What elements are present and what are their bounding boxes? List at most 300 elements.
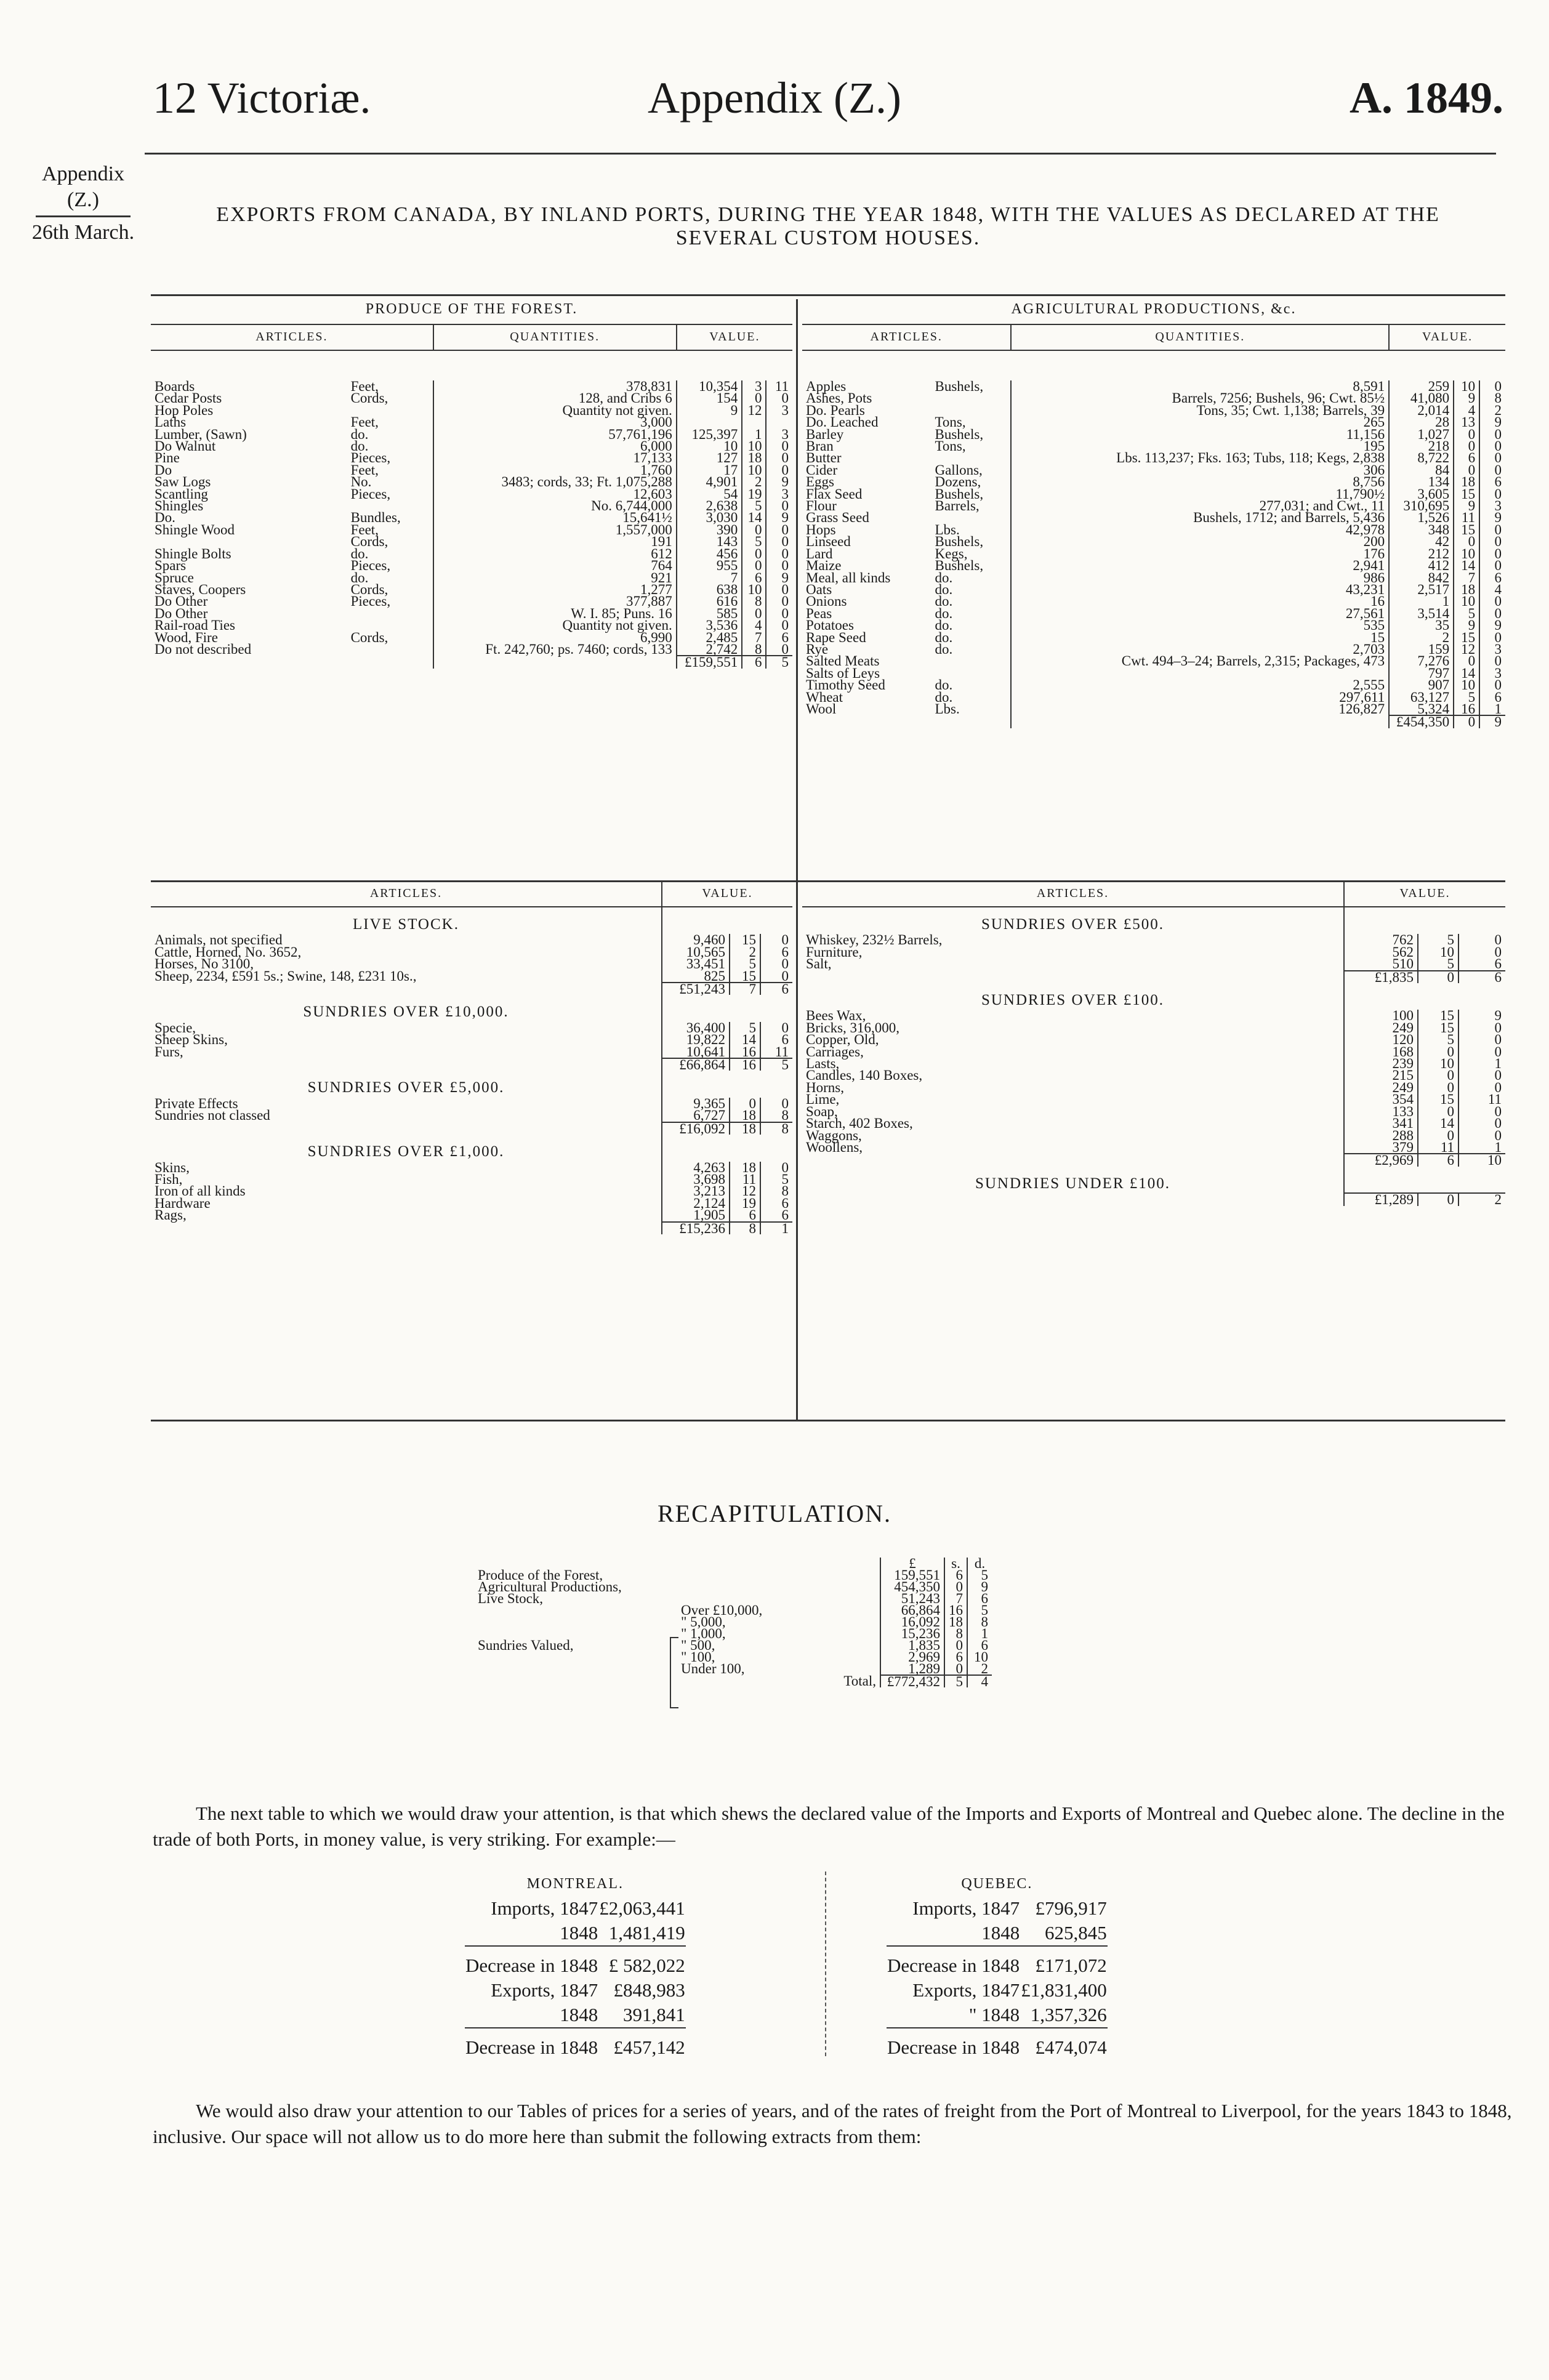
recap-row xyxy=(474,1663,992,1675)
montreal-exports-1847: £848,983 xyxy=(613,1979,685,2001)
montreal-import-decrease-label: Decrease in 1848 xyxy=(465,1955,598,1976)
value-shillings: 19 xyxy=(730,1197,760,1209)
value-shillings: 3 xyxy=(742,380,766,392)
recap-pence: 5 xyxy=(967,1604,992,1616)
quantity: 43,231 xyxy=(1011,584,1389,595)
article-name: Soap, xyxy=(806,1103,838,1119)
table-row xyxy=(802,958,1505,970)
value-shillings: 0 xyxy=(1418,1069,1458,1081)
article-name: Sheep Skins, xyxy=(155,1032,228,1048)
value-pence: 0 xyxy=(1479,679,1505,691)
value-shillings: 14 xyxy=(1454,667,1479,679)
value-shillings: 0 xyxy=(742,524,766,536)
quantity: 128, and Cribs 6 xyxy=(433,392,677,404)
unit: do. xyxy=(350,438,369,454)
forest-col-articles: ARTICLES. xyxy=(151,324,433,350)
quebec-exports-1847: £1,831,400 xyxy=(1021,1979,1107,2001)
value-pence: 0 xyxy=(1458,1130,1505,1141)
quantity: Lbs. 113,237; Fks. 163; Tubs, 118; Kegs, 2,838 xyxy=(1011,452,1389,464)
article-name: Rape Seed xyxy=(806,629,866,645)
lower-left-col-value: VALUE. xyxy=(662,882,792,907)
value-pence: 1 xyxy=(1479,703,1505,715)
lower-left-table xyxy=(151,882,792,1234)
lower-left-col-articles: ARTICLES. xyxy=(151,882,662,907)
value-pence: 0 xyxy=(1458,946,1505,958)
article-name: Butter xyxy=(806,450,842,466)
montreal-imports-1847-label: Imports, 1847 xyxy=(491,1897,598,1919)
value-pence: 6 xyxy=(1458,958,1505,970)
value-shillings: 15 xyxy=(1454,488,1479,500)
value-pounds: 7,276 xyxy=(1389,655,1454,667)
value-shillings xyxy=(742,416,766,428)
value-pence: 6 xyxy=(1479,691,1505,703)
value-pence: 0 xyxy=(1458,1034,1505,1045)
value-pence: 0 xyxy=(1479,608,1505,619)
value-pounds: 842 xyxy=(1389,572,1454,584)
table-row xyxy=(802,464,1505,476)
quantity: 378,831 xyxy=(433,380,677,392)
total-shillings: 18 xyxy=(730,1122,760,1135)
article-name: Do Other xyxy=(155,605,208,621)
value-pounds: 616 xyxy=(677,595,742,607)
value-shillings: 1 xyxy=(742,428,766,440)
recap-pence: 5 xyxy=(967,1569,992,1581)
unit: Cords, xyxy=(350,629,388,645)
value-pence: 11 xyxy=(760,1046,792,1058)
article-name: Rags, xyxy=(155,1207,187,1223)
article-name: Iron of all kinds xyxy=(155,1183,246,1199)
value-pence: 0 xyxy=(1479,536,1505,547)
table-row xyxy=(802,428,1505,440)
article-name: Do. Pearls xyxy=(806,402,865,418)
quantity: 8,756 xyxy=(1011,476,1389,488)
article-name: Boards xyxy=(155,379,195,394)
recap-total-pounds: £772,432 xyxy=(880,1675,944,1687)
value-shillings: 14 xyxy=(1418,1117,1458,1129)
unit: Kegs, xyxy=(935,545,968,561)
unit: Pieces, xyxy=(350,558,391,574)
group-title: SUNDRIES OVER £10,000. xyxy=(303,1003,509,1021)
value-shillings: 10 xyxy=(742,440,766,452)
quantity: 200 xyxy=(1011,536,1389,547)
total-pounds: £1,835 xyxy=(1344,971,1418,983)
article-name: Bricks, 316,000, xyxy=(806,1019,900,1035)
article-name: Waggons, xyxy=(806,1127,862,1143)
table-row xyxy=(802,584,1505,595)
table-row xyxy=(151,1109,792,1122)
value-pence: 0 xyxy=(1479,464,1505,476)
value-pence: 0 xyxy=(1479,380,1505,392)
table-row xyxy=(151,380,792,392)
table-row xyxy=(802,560,1505,571)
recap-shillings: 0 xyxy=(944,1663,967,1675)
value-shillings: 15 xyxy=(1418,1010,1458,1021)
value-pounds: 3,213 xyxy=(662,1185,730,1197)
value-pounds: 2,014 xyxy=(1389,404,1454,416)
quantity: 15 xyxy=(1011,632,1389,643)
value-pounds: 10,565 xyxy=(662,946,730,958)
article-name: Wool xyxy=(806,701,837,717)
recap-pounds: 66,864 xyxy=(880,1604,944,1616)
table-row xyxy=(802,380,1505,392)
recap-shillings: 16 xyxy=(944,1604,967,1616)
recap-shillings: 0 xyxy=(944,1581,967,1593)
article-name: Rail-road Ties xyxy=(155,617,235,633)
total-pence: 2 xyxy=(1458,1193,1505,1205)
value-shillings: 9 xyxy=(1454,619,1479,631)
value-shillings: 6 xyxy=(1454,452,1479,464)
value-pounds: 35 xyxy=(1389,619,1454,631)
unit: No. xyxy=(350,474,372,490)
recap-col-shillings: s. xyxy=(944,1558,967,1569)
value-pence: 6 xyxy=(760,946,792,958)
unit: Feet, xyxy=(350,414,379,430)
recap-pounds: 51,243 xyxy=(880,1593,944,1604)
value-pounds: 4,901 xyxy=(677,476,742,488)
quantity: 2,703 xyxy=(1011,643,1389,655)
value-pounds: 390 xyxy=(677,524,742,536)
quantity: 8,591 xyxy=(1011,380,1389,392)
value-pence: 6 xyxy=(760,1209,792,1221)
value-pounds: 1,027 xyxy=(1389,428,1454,440)
article-name: Ashes, Pots xyxy=(806,390,872,406)
value-pence: 0 xyxy=(766,584,792,595)
quebec-heading: QUEBEC. xyxy=(961,1876,1033,1892)
unit: Lbs. xyxy=(935,521,960,537)
value-pence: 0 xyxy=(1479,488,1505,500)
value-pounds: 310,695 xyxy=(1389,500,1454,512)
article-name: Rye xyxy=(806,641,829,657)
quantity: 12,603 xyxy=(433,488,677,500)
value-pence: 9 xyxy=(1479,512,1505,523)
quantity: 11,790½ xyxy=(1011,488,1389,500)
table-row xyxy=(151,512,792,523)
recap-total-label: Total, xyxy=(843,1673,876,1689)
unit xyxy=(347,608,433,619)
value-pounds: 249 xyxy=(1344,1022,1418,1034)
recap-sublabel: " 500, xyxy=(681,1638,715,1653)
quantity: 11,156 xyxy=(1011,428,1389,440)
value-pounds: 215 xyxy=(1344,1069,1418,1081)
table-row xyxy=(802,655,1505,667)
quantity: Bushels, 1712; and Barrels, 5,436 xyxy=(1011,512,1389,523)
unit: Bushels, xyxy=(935,558,984,574)
quebec-import-decrease: £171,072 xyxy=(1035,1955,1107,1976)
table-row xyxy=(151,608,792,619)
article-name: Specie, xyxy=(155,1019,196,1035)
value-shillings: 10 xyxy=(1454,380,1479,392)
table-row xyxy=(151,440,792,452)
paragraph-freight: We would also draw your attention to our Tables of prices for a series of years, and of the rates of freight from the Port of Montreal to Liverpool, for the years 1843 to 1848, inclusive. Our space will not allow us to do more here than submit the following extracts from them: xyxy=(153,2100,1512,2147)
article-name: Wheat xyxy=(806,689,843,705)
value-shillings: 15 xyxy=(730,970,760,983)
value-pounds: 154 xyxy=(677,392,742,404)
total-pounds: £1,289 xyxy=(1344,1193,1418,1205)
side-note xyxy=(25,161,142,246)
value-shillings: 0 xyxy=(742,560,766,571)
quantity: 57,761,196 xyxy=(433,428,677,440)
article-name: Wood, Fire xyxy=(155,629,218,645)
unit: do. xyxy=(350,569,369,585)
unit: do. xyxy=(935,569,953,585)
total-pounds: £15,236 xyxy=(662,1222,730,1234)
quantity xyxy=(1011,667,1389,679)
quebec-comparison xyxy=(887,1871,1108,2060)
value-pounds: 638 xyxy=(677,584,742,595)
article-name: Scantling xyxy=(155,486,208,502)
article-name: Laths xyxy=(155,414,187,430)
value-pence: 0 xyxy=(1458,934,1505,946)
unit: do. xyxy=(935,677,953,693)
lower-right-table xyxy=(802,882,1505,1206)
recap-pounds: 1,835 xyxy=(880,1639,944,1651)
value-pounds: 218 xyxy=(1389,440,1454,452)
side-note-brace xyxy=(36,215,131,217)
value-shillings: 18 xyxy=(1454,476,1479,488)
value-pounds: 54 xyxy=(677,488,742,500)
value-shillings: 0 xyxy=(1418,1106,1458,1117)
value-shillings: 5 xyxy=(730,1022,760,1034)
unit: Bushels, xyxy=(935,379,984,394)
recap-label: Sundries Valued, xyxy=(478,1638,574,1653)
article-name: Starch, 402 Boxes, xyxy=(806,1116,913,1132)
article-name: Whiskey, 232½ Barrels, xyxy=(806,932,943,948)
value-pence: 8 xyxy=(760,1109,792,1122)
value-pounds: 2,517 xyxy=(1389,584,1454,595)
value-shillings: 0 xyxy=(1418,1046,1458,1058)
agri-table xyxy=(802,295,1505,728)
article-name: Animals, not specified xyxy=(155,932,283,948)
recap-label: Live Stock, xyxy=(478,1591,544,1606)
unit: do. xyxy=(935,581,953,597)
table-row xyxy=(802,476,1505,488)
table-title-line2: SEVERAL CUSTOM HOUSES. xyxy=(675,227,981,249)
quantity: 306 xyxy=(1011,464,1389,476)
side-note-z: (Z.) xyxy=(67,188,99,211)
value-pounds: 3,698 xyxy=(662,1173,730,1185)
value-pounds: 3,536 xyxy=(677,619,742,631)
header-session: 12 Victoriæ. xyxy=(153,73,371,123)
total-shillings: 7 xyxy=(730,983,760,995)
table-row xyxy=(802,404,1505,416)
article-name: Salt, xyxy=(806,956,832,972)
article-name: Pine xyxy=(155,450,180,466)
value-shillings: 0 xyxy=(742,548,766,560)
value-pounds: 134 xyxy=(1389,476,1454,488)
value-shillings: 11 xyxy=(1418,1141,1458,1154)
article-name: Sheep, 2234, £591 5s.; Swine, 148, £231 10s., xyxy=(155,968,417,984)
table-row xyxy=(151,1046,792,1058)
quantity: 535 xyxy=(1011,619,1389,631)
article-name: Horns, xyxy=(806,1079,844,1095)
recap-shillings: 6 xyxy=(944,1569,967,1581)
value-pounds: 133 xyxy=(1344,1106,1418,1117)
montreal-imports-1847: £2,063,441 xyxy=(599,1897,685,1919)
value-pence: 9 xyxy=(1479,416,1505,428)
value-pence: 1 xyxy=(1458,1058,1505,1069)
table-row xyxy=(802,512,1505,523)
value-pence: 11 xyxy=(1458,1093,1505,1105)
value-pence: 0 xyxy=(1479,440,1505,452)
value-shillings: 11 xyxy=(1454,512,1479,523)
value-shillings: 16 xyxy=(1454,703,1479,715)
value-pounds: 9,365 xyxy=(662,1098,730,1109)
value-pence: 0 xyxy=(766,452,792,464)
value-shillings: 5 xyxy=(1418,934,1458,946)
article-name: Do xyxy=(155,462,172,478)
value-pence: 0 xyxy=(766,595,792,607)
value-pounds: 288 xyxy=(1344,1130,1418,1141)
recap-shillings: 6 xyxy=(944,1651,967,1663)
group-title: SUNDRIES UNDER £100. xyxy=(975,1175,1171,1192)
table-row xyxy=(151,560,792,571)
total-pounds: £51,243 xyxy=(662,983,730,995)
value-pence: 0 xyxy=(1479,452,1505,464)
article-name: Woollens, xyxy=(806,1139,863,1155)
article-name: Private Effects xyxy=(155,1095,238,1111)
value-shillings: 6 xyxy=(730,1209,760,1221)
article-name: Maize xyxy=(806,558,842,574)
article-name: Do. xyxy=(155,510,175,526)
value-shillings: 0 xyxy=(730,1098,760,1109)
value-pence: 0 xyxy=(760,1162,792,1173)
article-name: Apples xyxy=(806,379,847,394)
montreal-export-decrease-label: Decrease in 1848 xyxy=(465,2036,598,2058)
value-pounds: 159 xyxy=(1389,643,1454,655)
quantity: 764 xyxy=(433,560,677,571)
group-total-row xyxy=(151,1058,792,1071)
quantity: 986 xyxy=(1011,572,1389,584)
unit: do. xyxy=(350,426,369,442)
value-pounds: 3,514 xyxy=(1389,608,1454,619)
value-pence: 0 xyxy=(766,392,792,404)
recap-sublabel: Under 100, xyxy=(681,1661,745,1676)
table-row xyxy=(802,632,1505,643)
unit: Bushels, xyxy=(935,426,984,442)
value-pounds: 42 xyxy=(1389,536,1454,547)
group-title: SUNDRIES OVER £1,000. xyxy=(307,1143,505,1160)
group-title: SUNDRIES OVER £100. xyxy=(981,992,1165,1009)
article-name: Hop Poles xyxy=(155,402,214,418)
recap-sublabel: Over £10,000, xyxy=(681,1602,763,1618)
recap-shillings: 18 xyxy=(944,1616,967,1628)
value-shillings: 0 xyxy=(1454,464,1479,476)
value-pence: 9 xyxy=(766,512,792,523)
unit: Bushels, xyxy=(935,534,984,550)
article-name: Lard xyxy=(806,545,833,561)
quantity: 277,031; and Cwt., 11 xyxy=(1011,500,1389,512)
forest-col-quantities: QUANTITIES. xyxy=(433,324,677,350)
value-shillings: 16 xyxy=(730,1046,760,1058)
unit: do. xyxy=(935,641,953,657)
article-name: Cider xyxy=(806,462,838,478)
quantity: 1,760 xyxy=(433,464,677,476)
value-shillings: 0 xyxy=(1454,440,1479,452)
unit: do. xyxy=(935,629,953,645)
value-pence: 0 xyxy=(766,608,792,619)
montreal-heading: MONTREAL. xyxy=(526,1876,624,1892)
unit xyxy=(931,392,1011,404)
value-pounds: 412 xyxy=(1389,560,1454,571)
table-row xyxy=(151,1209,792,1221)
recap-col-pence: d. xyxy=(967,1558,992,1569)
value-pence: 0 xyxy=(1479,524,1505,536)
value-shillings: 10 xyxy=(1454,679,1479,691)
table-row xyxy=(802,703,1505,715)
value-pence: 1 xyxy=(1458,1141,1505,1154)
total-shillings: 6 xyxy=(742,656,766,668)
agri-col-quantities: QUANTITIES. xyxy=(1011,324,1389,350)
value-shillings: 0 xyxy=(1454,655,1479,667)
value-pence: 5 xyxy=(760,1173,792,1185)
value-shillings: 12 xyxy=(1454,643,1479,655)
recap-label: Produce of the Forest, xyxy=(478,1567,603,1583)
lower-right-col-articles: ARTICLES. xyxy=(802,882,1344,907)
value-pounds: 19,822 xyxy=(662,1034,730,1045)
unit: Dozens, xyxy=(935,474,981,490)
quantity: No. 6,744,000 xyxy=(433,500,677,512)
unit: Feet, xyxy=(350,379,379,394)
value-shillings: 0 xyxy=(1454,536,1479,547)
recap-pence: 1 xyxy=(967,1628,992,1639)
comparison-divider xyxy=(825,1871,827,2056)
article-name: Do not described xyxy=(155,641,252,657)
article-name: Cattle, Horned, No. 3652, xyxy=(155,944,302,960)
value-pence: 0 xyxy=(760,1098,792,1109)
quantity: 2,941 xyxy=(1011,560,1389,571)
recap-total-row xyxy=(474,1675,992,1687)
quantity: 297,611 xyxy=(1011,691,1389,703)
value-pounds: 456 xyxy=(677,548,742,560)
header-appendix: Appendix (Z.) xyxy=(648,73,901,123)
value-shillings: 14 xyxy=(742,512,766,523)
value-shillings: 18 xyxy=(730,1162,760,1173)
value-pounds: 9 xyxy=(677,404,742,416)
recap-pence: 8 xyxy=(967,1616,992,1628)
value-pounds: 9,460 xyxy=(662,934,730,946)
group-title: SUNDRIES OVER £5,000. xyxy=(307,1079,505,1096)
table-row xyxy=(151,536,792,547)
total-pounds: £66,864 xyxy=(662,1058,730,1071)
value-shillings: 0 xyxy=(742,608,766,619)
value-pounds: 1,905 xyxy=(662,1209,730,1221)
value-pounds: 28 xyxy=(1389,416,1454,428)
value-pence: 3 xyxy=(1479,500,1505,512)
unit: Bushels, xyxy=(935,486,984,502)
total-pounds: £2,969 xyxy=(1344,1154,1418,1166)
article-name: Oats xyxy=(806,581,832,597)
recap-shillings: 7 xyxy=(944,1593,967,1604)
article-name: Eggs xyxy=(806,474,834,490)
value-pounds: 562 xyxy=(1344,946,1418,958)
value-shillings: 9 xyxy=(1454,500,1479,512)
value-pounds: 127 xyxy=(677,452,742,464)
value-shillings: 9 xyxy=(1454,392,1479,404)
value-pence: 9 xyxy=(1458,1010,1505,1021)
quebec-exports-1847-label: Exports, 1847 xyxy=(912,1979,1020,2001)
value-pence: 0 xyxy=(766,536,792,547)
value-pence: 9 xyxy=(1479,619,1505,631)
table-row xyxy=(151,392,792,404)
unit: Pieces, xyxy=(350,486,391,502)
total-shillings: 6 xyxy=(1418,1154,1458,1166)
value-pounds: 36,400 xyxy=(662,1022,730,1034)
total-pence: 5 xyxy=(760,1058,792,1071)
value-shillings: 10 xyxy=(1418,946,1458,958)
total-shillings: 16 xyxy=(730,1058,760,1071)
montreal-comparison xyxy=(465,1871,686,2060)
value-pence: 0 xyxy=(766,619,792,631)
